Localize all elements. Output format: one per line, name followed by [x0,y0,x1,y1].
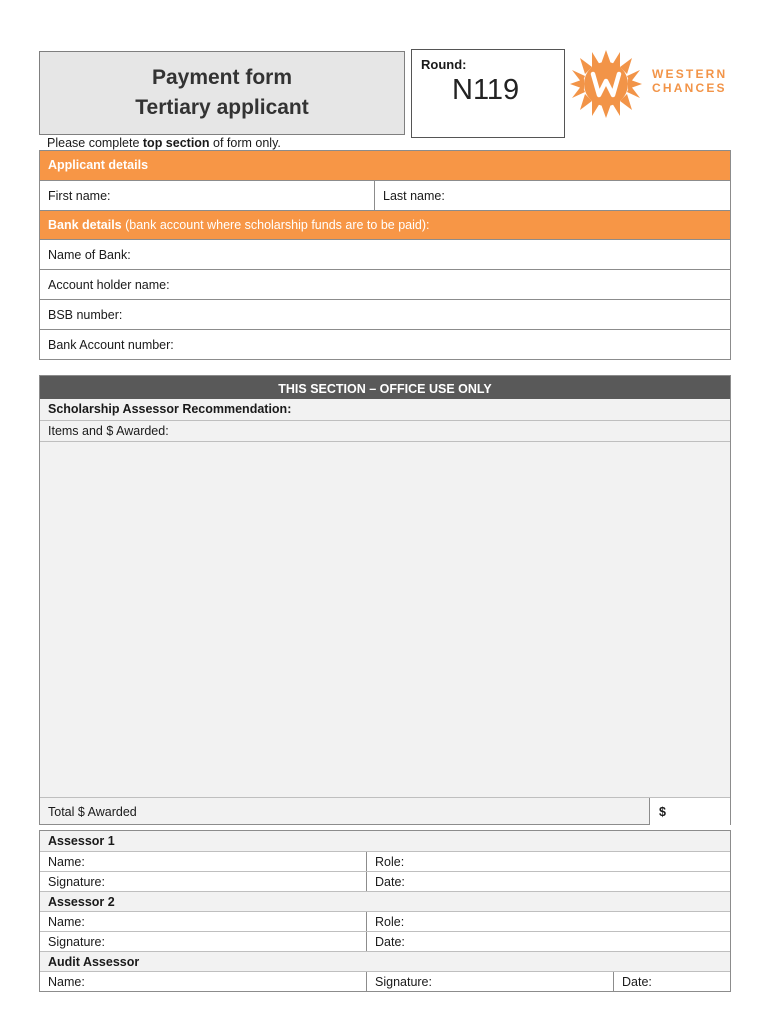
bsb-number-field[interactable]: BSB number: [40,299,730,329]
audit-date-field[interactable]: Date: [613,972,730,991]
account-holder-field[interactable]: Account holder name: [40,269,730,299]
assessor1-name-field[interactable]: Name: [48,855,85,869]
instruction-text: Please complete top section of form only. [47,136,281,150]
assessor2-row1 [40,911,730,931]
assessor1-date-field[interactable]: Date: [366,872,730,891]
assessor2-role-field[interactable]: Role: [366,912,730,931]
form-subtitle: Tertiary applicant [135,96,309,119]
round-box [411,49,565,138]
applicant-details-heading: Applicant details [40,151,730,180]
assessor2-signature-field[interactable]: Signature: [48,935,105,949]
name-row [40,180,730,210]
assessor2-date-field[interactable]: Date: [366,932,730,951]
audit-name-field[interactable]: Name: [48,975,85,989]
last-name-field[interactable]: Last name: [374,181,730,210]
items-awarded-label: Items and $ Awarded: [40,420,730,441]
assessor2-name-field[interactable]: Name: [48,915,85,929]
assessor1-signature-field[interactable]: Signature: [48,875,105,889]
assessors-section [39,830,731,992]
account-number-field[interactable]: Bank Account number: [40,329,730,359]
bank-name-field[interactable]: Name of Bank: [40,239,730,269]
bank-details-heading: Bank details (bank account where scholarship funds are to be paid): [40,210,730,239]
assessor1-heading: Assessor 1 [40,831,730,851]
western-chances-logo [566,48,734,120]
round-value: N119 [452,74,520,106]
applicant-section [39,150,731,360]
audit-assessor-row [40,971,730,991]
first-name-field[interactable]: First name: [48,189,111,203]
office-use-section [39,375,731,825]
audit-signature-field[interactable]: Signature: [366,972,613,991]
total-awarded-row [40,797,730,825]
office-use-heading: THIS SECTION – OFFICE USE ONLY [40,376,730,399]
total-awarded-field[interactable]: $ [649,798,730,825]
audit-assessor-heading: Audit Assessor [40,951,730,971]
round-label: Round: [421,57,467,72]
assessor1-row1 [40,851,730,871]
assessor1-role-field[interactable]: Role: [366,852,730,871]
recommendation-label: Scholarship Assessor Recommendation: [48,402,292,416]
items-awarded-area[interactable] [40,441,730,797]
total-awarded-label: Total $ Awarded [48,805,137,819]
sun-w-icon [566,48,646,120]
form-title: Payment form [151,66,293,89]
logo-text: WESTERN CHANCES [652,67,728,95]
assessor1-row2 [40,871,730,891]
form-title-box [39,51,405,135]
assessor2-heading: Assessor 2 [40,891,730,911]
assessor2-row2 [40,931,730,951]
